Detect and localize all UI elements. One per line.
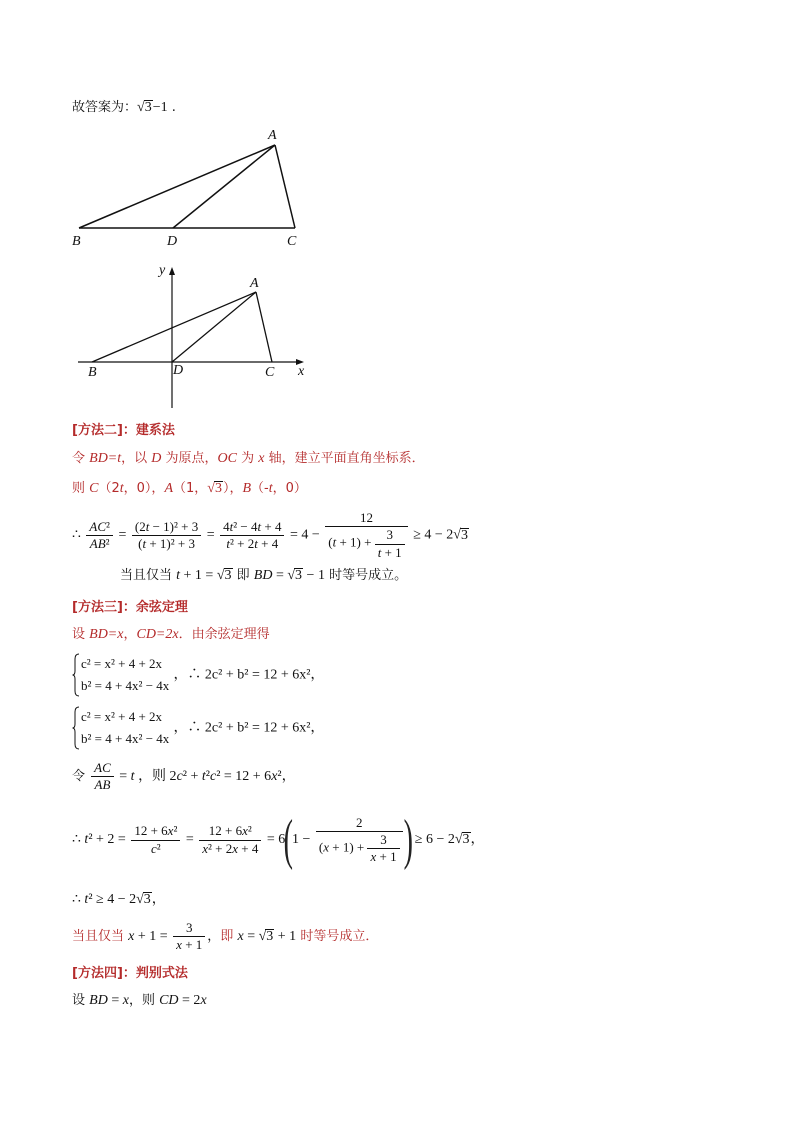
equality3-text: 当且仅当 x + 1 = $\frac{3}{x + 1}$ ，即 x = √3 + 1 时等号成立． (72, 920, 379, 953)
left-brace-icon (72, 706, 80, 750)
method3-setup (72, 627, 270, 644)
system-row-1-repeat: c² = x² + 4 + 2x (81, 709, 163, 724)
method3-result: ∴ t² ≥ 4 − 2√3， (72, 892, 166, 907)
method3-let-t (72, 760, 296, 794)
method2-setup (72, 451, 425, 468)
method3-formula: ∴ t² + 2 = $\frac{\text{12 + 6x²}}{\text{c²}}$ = $\frac{\text{12 + 6x²}}{\text{x² + 2x + 4}}$ = 6(1 − 2 (x + 1) + $\frac{3}{x + 1}$ ) ≥ 6 − 2√3， (72, 809, 485, 871)
setup-prefix: 令 (72, 451, 90, 466)
method4-heading: [方法四]：判别式法 (72, 966, 188, 981)
setup3-text: 设 BD=x，CD=2x．由余弦定理得 (72, 627, 270, 642)
setup-mid3: 为 (237, 451, 259, 466)
vertex-b-label: B (72, 234, 81, 249)
method3-equality (72, 920, 378, 954)
answer-suffix: . (167, 100, 176, 115)
vertex-a-label: A (268, 128, 277, 143)
axis-b-label: B (88, 365, 97, 380)
equation-system (72, 653, 169, 697)
setup-oc: OC (217, 451, 237, 466)
triangle-figure (66, 124, 316, 250)
method2-equality (120, 568, 407, 585)
method3-system-2 (72, 706, 324, 750)
axis-a-label: A (250, 276, 259, 291)
method3-system-1 (72, 653, 324, 697)
axis-c-label: C (265, 365, 275, 380)
system-result-repeat: ，∴ 2c² + b² = 12 + 6x²， (173, 720, 325, 736)
coordinate-figure (72, 262, 312, 410)
setup-suffix: 轴，建立平面直角坐标系． (264, 451, 425, 466)
setup-mid1: ，以 (121, 451, 152, 466)
x-axis-label: x (298, 364, 305, 379)
method3-heading: [方法三]：余弦定理 (72, 600, 188, 615)
answer-prefix: 故答案为： (72, 100, 138, 115)
method2-heading: [方法二]：建系法 (72, 423, 175, 438)
method4-setup (72, 993, 207, 1010)
let-t-text: 令 $\frac{AC}{AB}$ = t ，则 2c² + t²c² = 12 + 6x²， (72, 760, 296, 793)
setup4-text: 设 BD = x，则 CD = 2x (72, 993, 207, 1008)
system-result: ，∴ 2c² + b² = 12 + 6x²， (173, 667, 325, 683)
vertex-d-label: D (167, 234, 178, 249)
system-row-1: c² = x² + 4 + 2x (81, 656, 163, 671)
method2-coords (72, 481, 307, 498)
answer-line (72, 100, 176, 117)
axis-d-label: D (173, 363, 184, 378)
equation-system-repeat (72, 706, 169, 750)
method2-formula: ∴ $\frac{\text{AC²}}{\text{AB²}}$ = $\frac{\text{(2t − 1)² + 3}}{\text{(t + 1)² + 3}}$ = $\frac{\text{4t² − 4t + 4}}{\text{t² + 2t + 4}}$ = 4 − 12 (t + 1) + $\frac{3}{t + 1}$ ≥ 4 − 2√3 (72, 510, 468, 560)
y-axis-label: y (159, 263, 166, 278)
coords-text: 则 C（2t，0），A（1，√3），B（-t，0） (72, 481, 307, 496)
setup-d: D (151, 451, 162, 466)
setup-bd: BD=t (89, 451, 122, 466)
system-row-2-repeat: b² = 4 + 4x² − 4x (81, 731, 170, 746)
setup-x: x (258, 451, 265, 466)
vertex-c-label: C (287, 234, 297, 249)
equality-text: 当且仅当 t + 1 = √3 即 BD = √3 − 1 时等号成立。 (120, 568, 408, 583)
setup-mid2: 为原点， (161, 451, 218, 466)
left-brace-icon (72, 653, 80, 697)
answer-value: √3−1 (137, 100, 168, 115)
system-row-2: b² = 4 + 4x² − 4x (81, 678, 170, 693)
